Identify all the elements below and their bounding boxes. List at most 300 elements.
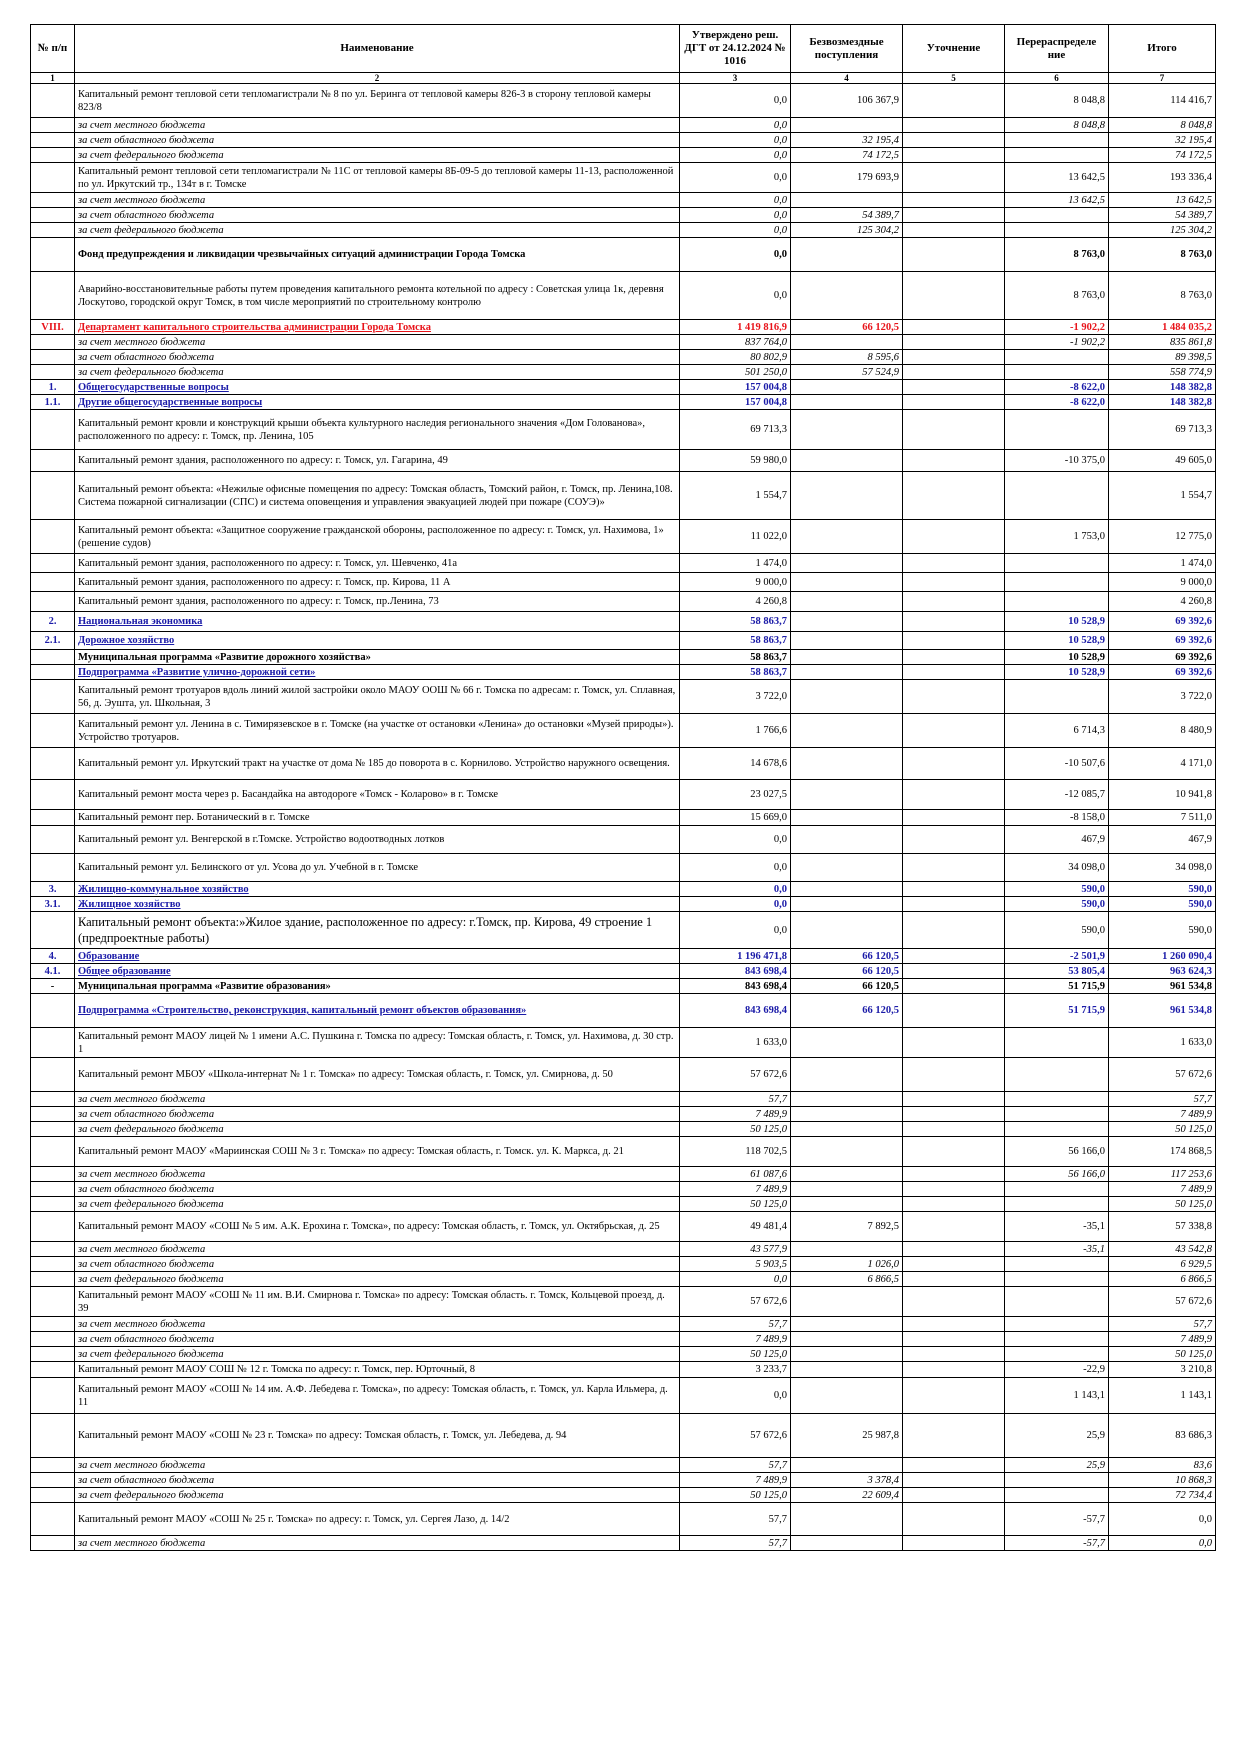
redistribution-value: 1 143,1 bbox=[1005, 1378, 1109, 1414]
clarification-value bbox=[903, 84, 1005, 118]
redistribution-value: 590,0 bbox=[1005, 912, 1109, 949]
redistribution-value bbox=[1005, 573, 1109, 592]
column-index: 7 bbox=[1109, 73, 1216, 84]
table-row bbox=[31, 650, 1216, 665]
redistribution-value bbox=[1005, 133, 1109, 148]
total-value: 89 398,5 bbox=[1109, 350, 1216, 365]
clarification-value bbox=[903, 1536, 1005, 1551]
row-name: Общее образование bbox=[75, 964, 680, 979]
total-value: 961 534,8 bbox=[1109, 979, 1216, 994]
row-number bbox=[31, 472, 75, 520]
row-number bbox=[31, 912, 75, 949]
column-index: 6 bbox=[1005, 73, 1109, 84]
approved-value: 843 698,4 bbox=[680, 964, 791, 979]
clarification-value bbox=[903, 365, 1005, 380]
approved-value: 57 672,6 bbox=[680, 1058, 791, 1092]
total-value: 57 672,6 bbox=[1109, 1058, 1216, 1092]
row-number: 4.1. bbox=[31, 964, 75, 979]
table-row bbox=[31, 680, 1216, 714]
approved-value: 0,0 bbox=[680, 84, 791, 118]
row-name: Капитальный ремонт объекта: «Нежилые офисные помещения по адресу: Томская область, Томский район, г. Томск, пр. Ленина,108. Система пожарной сигнализации (СПС) и система оповещения и управления эвакуацией людей при пожаре (СОУЭ)» bbox=[75, 472, 680, 520]
total-value: 467,9 bbox=[1109, 826, 1216, 854]
clarification-value bbox=[903, 994, 1005, 1028]
row-name: за счет местного бюджета bbox=[75, 1242, 680, 1257]
redistribution-value bbox=[1005, 223, 1109, 238]
free-receipts-value bbox=[791, 395, 903, 410]
table-row bbox=[31, 395, 1216, 410]
total-value: 69 392,6 bbox=[1109, 632, 1216, 650]
table-row bbox=[31, 912, 1216, 949]
clarification-value bbox=[903, 912, 1005, 949]
header-free-receipts: Безвозмездные поступления bbox=[791, 25, 903, 73]
row-name: Капитальный ремонт МАОУ «СОШ № 14 им. А.Ф. Лебедева г. Томска», по адресу: Томская область, г. Томск, ул. Карла Ильмера, д. 11 bbox=[75, 1378, 680, 1414]
clarification-value bbox=[903, 238, 1005, 272]
total-value: 1 143,1 bbox=[1109, 1378, 1216, 1414]
clarification-value bbox=[903, 148, 1005, 163]
redistribution-value: 8 763,0 bbox=[1005, 238, 1109, 272]
row-name: за счет местного бюджета bbox=[75, 118, 680, 133]
clarification-value bbox=[903, 573, 1005, 592]
total-value: 590,0 bbox=[1109, 897, 1216, 912]
redistribution-value bbox=[1005, 1122, 1109, 1137]
approved-value: 1 766,6 bbox=[680, 714, 791, 748]
free-receipts-value bbox=[791, 632, 903, 650]
row-number bbox=[31, 994, 75, 1028]
total-value: 50 125,0 bbox=[1109, 1347, 1216, 1362]
free-receipts-value: 1 026,0 bbox=[791, 1257, 903, 1272]
total-value: 69 713,3 bbox=[1109, 410, 1216, 450]
funding-source-row bbox=[31, 1257, 1216, 1272]
row-number bbox=[31, 1182, 75, 1197]
redistribution-value bbox=[1005, 472, 1109, 520]
clarification-value bbox=[903, 380, 1005, 395]
total-value: 43 542,8 bbox=[1109, 1242, 1216, 1257]
row-name: Капитальный ремонт ул. Венгерской в г.Томске. Устройство водоотводных лотков bbox=[75, 826, 680, 854]
approved-value: 1 196 471,8 bbox=[680, 949, 791, 964]
free-receipts-value bbox=[791, 1287, 903, 1317]
table-row bbox=[31, 554, 1216, 573]
free-receipts-value bbox=[791, 854, 903, 882]
total-value: 50 125,0 bbox=[1109, 1197, 1216, 1212]
row-number bbox=[31, 810, 75, 826]
table-row bbox=[31, 826, 1216, 854]
total-value: 7 489,9 bbox=[1109, 1107, 1216, 1122]
row-number bbox=[31, 1212, 75, 1242]
total-value: 1 484 035,2 bbox=[1109, 320, 1216, 335]
total-value: 72 734,4 bbox=[1109, 1488, 1216, 1503]
approved-value: 0,0 bbox=[680, 912, 791, 949]
funding-source-row bbox=[31, 1272, 1216, 1287]
clarification-value bbox=[903, 1058, 1005, 1092]
clarification-value bbox=[903, 1122, 1005, 1137]
total-value: 963 624,3 bbox=[1109, 964, 1216, 979]
redistribution-value bbox=[1005, 1488, 1109, 1503]
clarification-value bbox=[903, 1414, 1005, 1458]
free-receipts-value bbox=[791, 1536, 903, 1551]
total-value: 1 554,7 bbox=[1109, 472, 1216, 520]
header-approved: Утверждено реш. ДГТ от 24.12.2024 № 1016 bbox=[680, 25, 791, 73]
approved-value: 837 764,0 bbox=[680, 335, 791, 350]
row-number bbox=[31, 1362, 75, 1378]
row-name: за счет местного бюджета bbox=[75, 1317, 680, 1332]
row-name: за счет местного бюджета bbox=[75, 335, 680, 350]
table-row bbox=[31, 1414, 1216, 1458]
total-value: 961 534,8 bbox=[1109, 994, 1216, 1028]
table-row bbox=[31, 573, 1216, 592]
row-number bbox=[31, 1257, 75, 1272]
table-row bbox=[31, 949, 1216, 964]
redistribution-value bbox=[1005, 1058, 1109, 1092]
funding-source-row bbox=[31, 350, 1216, 365]
row-number bbox=[31, 1242, 75, 1257]
table-row bbox=[31, 320, 1216, 335]
redistribution-value bbox=[1005, 592, 1109, 612]
approved-value: 58 863,7 bbox=[680, 665, 791, 680]
table-row bbox=[31, 979, 1216, 994]
redistribution-value: 8 048,8 bbox=[1005, 118, 1109, 133]
free-receipts-value bbox=[791, 472, 903, 520]
redistribution-value: 25,9 bbox=[1005, 1458, 1109, 1473]
row-name: за счет областного бюджета bbox=[75, 133, 680, 148]
column-index: 4 bbox=[791, 73, 903, 84]
funding-source-row bbox=[31, 1332, 1216, 1347]
free-receipts-value bbox=[791, 272, 903, 320]
total-value: 69 392,6 bbox=[1109, 665, 1216, 680]
free-receipts-value bbox=[791, 810, 903, 826]
clarification-value bbox=[903, 1347, 1005, 1362]
free-receipts-value bbox=[791, 573, 903, 592]
row-name: за счет федерального бюджета bbox=[75, 1272, 680, 1287]
clarification-value bbox=[903, 1458, 1005, 1473]
approved-value: 0,0 bbox=[680, 272, 791, 320]
table-row bbox=[31, 882, 1216, 897]
table-row bbox=[31, 994, 1216, 1028]
clarification-value bbox=[903, 897, 1005, 912]
total-value: 6 866,5 bbox=[1109, 1272, 1216, 1287]
table-row bbox=[31, 748, 1216, 780]
free-receipts-value: 66 120,5 bbox=[791, 964, 903, 979]
clarification-value bbox=[903, 1137, 1005, 1167]
table-row bbox=[31, 1378, 1216, 1414]
row-name: Капитальный ремонт кровли и конструкций крыши объекта культурного наследия регионального значения «Дом Голованова», расположенного по адресу: г. Томск, пр. Ленина, 105 bbox=[75, 410, 680, 450]
redistribution-value bbox=[1005, 680, 1109, 714]
funding-source-row bbox=[31, 148, 1216, 163]
total-value: 8 048,8 bbox=[1109, 118, 1216, 133]
funding-source-row bbox=[31, 133, 1216, 148]
approved-value: 58 863,7 bbox=[680, 650, 791, 665]
table-row bbox=[31, 84, 1216, 118]
redistribution-value: -35,1 bbox=[1005, 1242, 1109, 1257]
free-receipts-value bbox=[791, 1317, 903, 1332]
clarification-value bbox=[903, 1287, 1005, 1317]
redistribution-value: 25,9 bbox=[1005, 1414, 1109, 1458]
total-value: 6 929,5 bbox=[1109, 1257, 1216, 1272]
redistribution-value bbox=[1005, 1317, 1109, 1332]
approved-value: 23 027,5 bbox=[680, 780, 791, 810]
row-name: Капитальный ремонт МАОУ «СОШ № 25 г. Томска» по адресу: г. Томск, ул. Сергея Лазо, д. 14/2 bbox=[75, 1503, 680, 1536]
row-name: Национальная экономика bbox=[75, 612, 680, 632]
row-number bbox=[31, 1107, 75, 1122]
funding-source-row bbox=[31, 1317, 1216, 1332]
clarification-value bbox=[903, 133, 1005, 148]
redistribution-value: 13 642,5 bbox=[1005, 193, 1109, 208]
table-row bbox=[31, 612, 1216, 632]
free-receipts-value bbox=[791, 650, 903, 665]
row-number: 4. bbox=[31, 949, 75, 964]
table-row bbox=[31, 964, 1216, 979]
table-row bbox=[31, 1212, 1216, 1242]
row-number bbox=[31, 1272, 75, 1287]
total-value: 3 722,0 bbox=[1109, 680, 1216, 714]
row-number bbox=[31, 133, 75, 148]
approved-value: 0,0 bbox=[680, 148, 791, 163]
total-value: 9 000,0 bbox=[1109, 573, 1216, 592]
total-value: 148 382,8 bbox=[1109, 380, 1216, 395]
redistribution-value: 56 166,0 bbox=[1005, 1137, 1109, 1167]
redistribution-value bbox=[1005, 1182, 1109, 1197]
header-redistribution: Перераспределе ние bbox=[1005, 25, 1109, 73]
row-name: за счет федерального бюджета bbox=[75, 223, 680, 238]
row-name: Капитальный ремонт МБОУ «Школа-интернат № 1 г. Томска» по адресу: Томская область, г. Томск, ул. Смирнова, д. 50 bbox=[75, 1058, 680, 1092]
clarification-value bbox=[903, 1242, 1005, 1257]
row-number bbox=[31, 854, 75, 882]
row-name: за счет областного бюджета bbox=[75, 350, 680, 365]
row-number: 2. bbox=[31, 612, 75, 632]
approved-value: 0,0 bbox=[680, 118, 791, 133]
total-value: 0,0 bbox=[1109, 1536, 1216, 1551]
approved-value: 50 125,0 bbox=[680, 1488, 791, 1503]
approved-value: 7 489,9 bbox=[680, 1332, 791, 1347]
free-receipts-value bbox=[791, 1458, 903, 1473]
row-name: Капитальный ремонт тепловой сети тепломагистрали № 8 по ул. Беринга от тепловой камеры 826-3 в сторону тепловой камеры 823/8 bbox=[75, 84, 680, 118]
free-receipts-value bbox=[791, 410, 903, 450]
row-name: Капитальный ремонт МАОУ СОШ № 12 г. Томска по адресу: г. Томск, пер. Юрточный, 8 bbox=[75, 1362, 680, 1378]
row-number bbox=[31, 573, 75, 592]
row-name: Капитальный ремонт МАОУ лицей № 1 имени А.С. Пушкина г. Томска по адресу: Томская область, г. Томск, ул. Нахимова, д. 30 стр. 1 bbox=[75, 1028, 680, 1058]
table-row bbox=[31, 780, 1216, 810]
free-receipts-value bbox=[791, 1378, 903, 1414]
approved-value: 0,0 bbox=[680, 163, 791, 193]
approved-value: 0,0 bbox=[680, 882, 791, 897]
redistribution-value: 6 714,3 bbox=[1005, 714, 1109, 748]
redistribution-value: 467,9 bbox=[1005, 826, 1109, 854]
approved-value: 5 903,5 bbox=[680, 1257, 791, 1272]
clarification-value bbox=[903, 208, 1005, 223]
total-value: 57 672,6 bbox=[1109, 1287, 1216, 1317]
redistribution-value bbox=[1005, 1107, 1109, 1122]
row-number bbox=[31, 826, 75, 854]
total-value: 10 868,3 bbox=[1109, 1473, 1216, 1488]
funding-source-row bbox=[31, 1182, 1216, 1197]
clarification-value bbox=[903, 272, 1005, 320]
row-name: за счет местного бюджета bbox=[75, 1167, 680, 1182]
free-receipts-value: 179 693,9 bbox=[791, 163, 903, 193]
free-receipts-value bbox=[791, 1182, 903, 1197]
funding-source-row bbox=[31, 208, 1216, 223]
row-number bbox=[31, 1317, 75, 1332]
redistribution-value: 13 642,5 bbox=[1005, 163, 1109, 193]
approved-value: 0,0 bbox=[680, 1272, 791, 1287]
funding-source-row bbox=[31, 365, 1216, 380]
clarification-value bbox=[903, 1257, 1005, 1272]
approved-value: 57 672,6 bbox=[680, 1287, 791, 1317]
approved-value: 50 125,0 bbox=[680, 1197, 791, 1212]
table-row bbox=[31, 410, 1216, 450]
redistribution-value: -22,9 bbox=[1005, 1362, 1109, 1378]
approved-value: 57,7 bbox=[680, 1092, 791, 1107]
free-receipts-value bbox=[791, 118, 903, 133]
table-row bbox=[31, 1137, 1216, 1167]
approved-value: 57,7 bbox=[680, 1503, 791, 1536]
approved-value: 58 863,7 bbox=[680, 632, 791, 650]
row-number bbox=[31, 520, 75, 554]
row-number bbox=[31, 1473, 75, 1488]
clarification-value bbox=[903, 223, 1005, 238]
row-number bbox=[31, 1058, 75, 1092]
table-row bbox=[31, 520, 1216, 554]
clarification-value bbox=[903, 650, 1005, 665]
redistribution-value bbox=[1005, 1473, 1109, 1488]
row-number bbox=[31, 1378, 75, 1414]
free-receipts-value bbox=[791, 554, 903, 573]
row-name: за счет областного бюджета bbox=[75, 208, 680, 223]
row-number bbox=[31, 680, 75, 714]
free-receipts-value bbox=[791, 912, 903, 949]
total-value: 125 304,2 bbox=[1109, 223, 1216, 238]
free-receipts-value bbox=[791, 592, 903, 612]
free-receipts-value bbox=[791, 335, 903, 350]
approved-value: 3 722,0 bbox=[680, 680, 791, 714]
approved-value: 157 004,8 bbox=[680, 395, 791, 410]
row-number bbox=[31, 1347, 75, 1362]
funding-source-row bbox=[31, 1092, 1216, 1107]
funding-source-row bbox=[31, 1458, 1216, 1473]
redistribution-value bbox=[1005, 1092, 1109, 1107]
row-name: Капитальный ремонт объекта: «Защитное сооружение гражданской обороны, расположенное по адресу: г. Томск, ул. Нахимова, 1» (решение судов) bbox=[75, 520, 680, 554]
row-number: 1.1. bbox=[31, 395, 75, 410]
redistribution-value bbox=[1005, 365, 1109, 380]
approved-value: 118 702,5 bbox=[680, 1137, 791, 1167]
row-number: 3.1. bbox=[31, 897, 75, 912]
table-row bbox=[31, 854, 1216, 882]
row-name: Капитальный ремонт тепловой сети тепломагистрали № 11С от тепловой камеры 8Б-09-5 до тепловой камеры 11-13, расположенной по ул. Иркутский тр., 134т в г. Томске bbox=[75, 163, 680, 193]
row-number bbox=[31, 148, 75, 163]
row-name: за счет местного бюджета bbox=[75, 1536, 680, 1551]
redistribution-value: 34 098,0 bbox=[1005, 854, 1109, 882]
clarification-value bbox=[903, 450, 1005, 472]
clarification-value bbox=[903, 665, 1005, 680]
row-number bbox=[31, 1458, 75, 1473]
row-name: за счет федерального бюджета bbox=[75, 1347, 680, 1362]
budget-table-page bbox=[30, 24, 1215, 1551]
row-name: за счет местного бюджета bbox=[75, 1092, 680, 1107]
redistribution-value bbox=[1005, 1257, 1109, 1272]
total-value: 0,0 bbox=[1109, 1503, 1216, 1536]
row-number bbox=[31, 410, 75, 450]
free-receipts-value bbox=[791, 714, 903, 748]
approved-value: 0,0 bbox=[680, 208, 791, 223]
clarification-value bbox=[903, 1167, 1005, 1182]
clarification-value bbox=[903, 780, 1005, 810]
column-index: 3 bbox=[680, 73, 791, 84]
funding-source-row bbox=[31, 1536, 1216, 1551]
row-number: 3. bbox=[31, 882, 75, 897]
total-value: 54 389,7 bbox=[1109, 208, 1216, 223]
redistribution-value: -57,7 bbox=[1005, 1503, 1109, 1536]
column-index: 1 bbox=[31, 73, 75, 84]
clarification-value bbox=[903, 612, 1005, 632]
approved-value: 1 633,0 bbox=[680, 1028, 791, 1058]
free-receipts-value: 74 172,5 bbox=[791, 148, 903, 163]
free-receipts-value bbox=[791, 1107, 903, 1122]
clarification-value bbox=[903, 1197, 1005, 1212]
clarification-value bbox=[903, 395, 1005, 410]
free-receipts-value: 32 195,4 bbox=[791, 133, 903, 148]
row-number bbox=[31, 1028, 75, 1058]
row-number bbox=[31, 350, 75, 365]
row-number bbox=[31, 272, 75, 320]
row-name: Капитальный ремонт объекта:»Жилое здание, расположенное по адресу: г.Томск, пр. Кирова, 49 строение 1 (предпроектные работы) bbox=[75, 912, 680, 949]
row-name: Жилищно-коммунальное хозяйство bbox=[75, 882, 680, 897]
table-row bbox=[31, 592, 1216, 612]
row-number bbox=[31, 238, 75, 272]
header-num: № п/п bbox=[31, 25, 75, 73]
redistribution-value: -1 902,2 bbox=[1005, 335, 1109, 350]
redistribution-value bbox=[1005, 1332, 1109, 1347]
redistribution-value: 53 805,4 bbox=[1005, 964, 1109, 979]
clarification-value bbox=[903, 748, 1005, 780]
redistribution-value: 10 528,9 bbox=[1005, 650, 1109, 665]
free-receipts-value bbox=[791, 748, 903, 780]
clarification-value bbox=[903, 1332, 1005, 1347]
total-value: 590,0 bbox=[1109, 912, 1216, 949]
total-value: 590,0 bbox=[1109, 882, 1216, 897]
total-value: 57,7 bbox=[1109, 1092, 1216, 1107]
row-number bbox=[31, 665, 75, 680]
clarification-value bbox=[903, 350, 1005, 365]
free-receipts-value: 8 595,6 bbox=[791, 350, 903, 365]
row-name: Капитальный ремонт тротуаров вдоль линий жилой застройки около МАОУ ООШ № 66 г. Томска по адресам: г. Томск, ул. Сплавная, 56, д. Эушта, ул. Школьная, 3 bbox=[75, 680, 680, 714]
redistribution-value: 56 166,0 bbox=[1005, 1167, 1109, 1182]
approved-value: 1 474,0 bbox=[680, 554, 791, 573]
redistribution-value: 590,0 bbox=[1005, 897, 1109, 912]
approved-value: 14 678,6 bbox=[680, 748, 791, 780]
redistribution-value bbox=[1005, 1272, 1109, 1287]
row-name: за счет областного бюджета bbox=[75, 1332, 680, 1347]
approved-value: 59 980,0 bbox=[680, 450, 791, 472]
clarification-value bbox=[903, 1272, 1005, 1287]
table-row bbox=[31, 163, 1216, 193]
redistribution-value: -12 085,7 bbox=[1005, 780, 1109, 810]
row-number bbox=[31, 365, 75, 380]
approved-value: 843 698,4 bbox=[680, 994, 791, 1028]
header-name: Наименование bbox=[75, 25, 680, 73]
free-receipts-value: 54 389,7 bbox=[791, 208, 903, 223]
total-value: 835 861,8 bbox=[1109, 335, 1216, 350]
free-receipts-value bbox=[791, 1058, 903, 1092]
total-value: 4 171,0 bbox=[1109, 748, 1216, 780]
row-number bbox=[31, 748, 75, 780]
redistribution-value: -8 158,0 bbox=[1005, 810, 1109, 826]
row-number bbox=[31, 1287, 75, 1317]
clarification-value bbox=[903, 1362, 1005, 1378]
row-name: Капитальный ремонт здания, расположенного по адресу: г. Томск, пр. Кирова, 11 А bbox=[75, 573, 680, 592]
row-name: Капитальный ремонт пер. Ботанический в г. Томске bbox=[75, 810, 680, 826]
total-value: 3 210,8 bbox=[1109, 1362, 1216, 1378]
row-name: за счет федерального бюджета bbox=[75, 148, 680, 163]
funding-source-row bbox=[31, 1242, 1216, 1257]
table-row bbox=[31, 1058, 1216, 1092]
